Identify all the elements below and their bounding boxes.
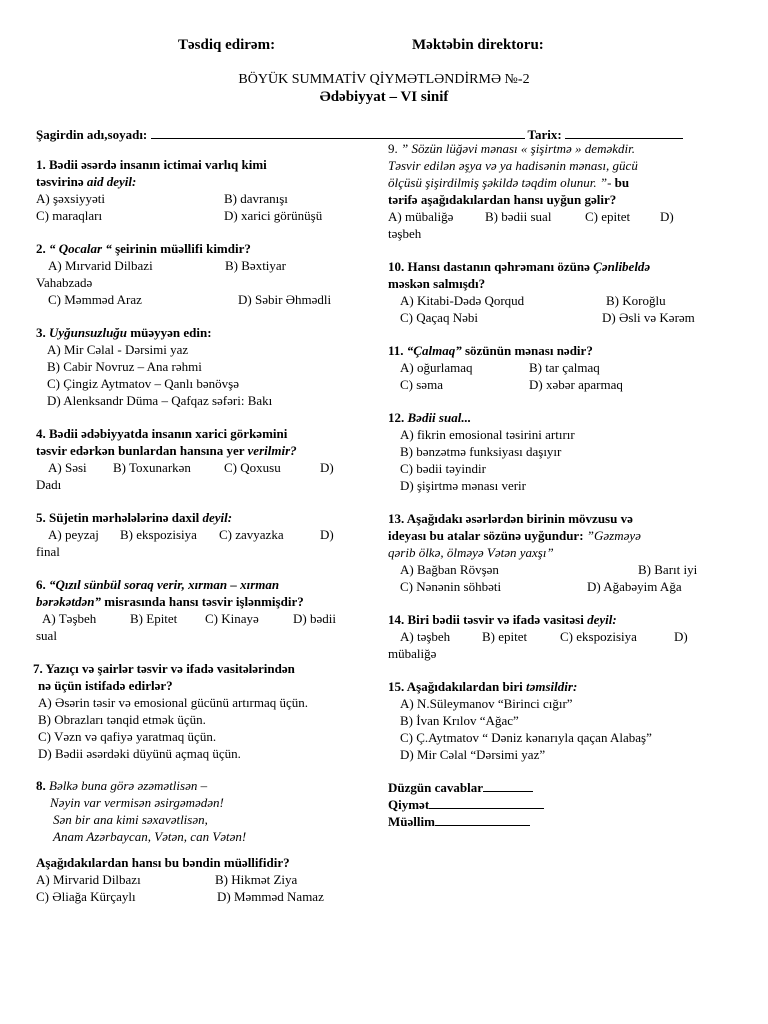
option-c[interactable]: C) Qaçaq Nəbi <box>400 310 478 325</box>
option-a[interactable]: A) təşbeh <box>400 629 451 644</box>
option-d[interactable]: D) <box>320 460 334 475</box>
question-4: 4. Bədii ədəbiyyatda insanın xarici görkəmini təsvir edərkən bunlardan hansına yer verilmir? A) Səsi B) Toxunarkən C) Qoxusu D) Dadı <box>36 425 376 493</box>
option-b[interactable]: B) Toxunarkən <box>113 460 191 475</box>
option-c[interactable]: C) Ç.Aytmatov “ Dəniz kənarıyla qaçan Alabaş” <box>400 730 652 745</box>
option-a[interactable]: A) Səsi <box>48 460 87 475</box>
question-3 <box>36 324 376 409</box>
option-b[interactable]: B) Epitet <box>130 611 178 626</box>
option-d[interactable]: D) Ağabəyim Ağa <box>587 579 682 594</box>
option-a[interactable]: A) Təşbeh <box>42 611 97 626</box>
correct-answers-blank[interactable] <box>483 779 533 792</box>
question-2-stem: 2. “ Qocalar “ şeirinin müəllifi kimdir? <box>36 241 251 256</box>
option-b[interactable]: B) Koroğlu <box>606 293 666 308</box>
question-5 <box>36 509 376 560</box>
option-d[interactable]: D) Məmməd Namaz <box>217 889 324 904</box>
date-blank[interactable] <box>565 126 683 139</box>
student-name-blank[interactable] <box>151 126 525 139</box>
option-c[interactable]: C) Vəzn və qafiyə yaratmaq üçün. <box>38 729 217 744</box>
option-a[interactable]: A) Mirvarid Dilbazı <box>36 872 141 887</box>
option-b[interactable]: B) İvan Krılov “Ağac” <box>400 713 519 728</box>
question-11-stem: 11. “Çalmaq” sözünün mənası nədir? <box>388 343 593 358</box>
option-a[interactable]: A) fikrin emosional təsirini artırır <box>400 427 575 442</box>
option-c[interactable]: C) maraqları <box>36 208 103 223</box>
student-name-label: Şagirdin adı,soyadı: <box>36 127 148 142</box>
question-2 <box>36 240 376 308</box>
option-d[interactable]: D) şişirtmə mənası verir <box>400 478 526 493</box>
question-13-stem: 13. Aşağıdakı əsərlərdən birinin mövzusu və <box>388 511 633 526</box>
option-d-continued: təşbeh <box>388 226 422 241</box>
option-a[interactable]: A) Mir Cəlal - Dərsimi yaz <box>47 342 189 357</box>
question-3-stem: 3. Uyğunsuzluğu müəyyən edin: <box>36 325 212 340</box>
option-a[interactable]: A) Bağban Rövşən <box>400 562 499 577</box>
question-12-stem: 12. Bədii sual... <box>388 410 472 425</box>
director-label: Məktəbin direktoru: <box>412 37 544 53</box>
option-d[interactable]: D) xəbər aparmaq <box>529 377 623 392</box>
date-label: Tarix: <box>527 127 562 142</box>
option-c[interactable]: C) Qoxusu <box>224 460 281 475</box>
option-d-continued: final <box>36 544 60 559</box>
question-7: 7. Yazıçı və şairlər təsvir və ifadə vasitələrindən nə üçün istifadə edirlər? A) Əsərin təsir və emosional gücünü artırmaq üçün. B) Obrazları tənqid etmək üçün. C) Vəzn və qafiyə yaratmaq üçün. D) Bədii əsərdəki düyünü açmaq üçün. <box>33 660 378 762</box>
option-c[interactable]: C) bədii təyindir <box>400 461 486 476</box>
option-b[interactable]: B) Barıt iyi <box>638 562 698 577</box>
document-title: BÖYÜK SUMMATİV QİYMƏTLƏNDİRMƏ №-2 <box>238 72 530 87</box>
question-8: 8. Bəlkə buna görə əzəmətlisən – Nəyin var vermisən əsirgəmədən! Sən bir ana kimi səxavətlisən, Anam Azərbaycan, Vətən, can Vətən! Aşağıdakılardan hansı bu bəndin müəllifidir? A) Mirvarid Dilbazı B) Hikmət Ziya C) Əliağa Kürçaylı D) Məmməd Namaz <box>36 777 376 905</box>
approval-label: Təsdiq edirəm: <box>178 37 276 53</box>
grade-blank[interactable] <box>429 796 544 809</box>
question-1: 1. Bədii əsərdə insanın ictimai varlıq kimi təsvirinə aid deyil: A) şəxsiyyəti B) davranışı C) maraqları D) xarici görünüşü <box>36 156 376 224</box>
option-d[interactable]: D) Alenksandr Düma – Qafqaz səfəri: Bakı <box>47 393 273 408</box>
option-b-continued: Vahabzadə <box>36 275 93 290</box>
option-b[interactable]: B) ekspozisiya <box>120 527 197 542</box>
option-c[interactable]: C) epitet <box>585 209 631 224</box>
question-6: 6. “Qızıl sünbül soraq verir, xırman – xırman bərəkətdən” misrasında hansı təsvir işlənmişdir? A) Təşbeh B) Epitet C) Kinayə D) bədii sual <box>36 576 376 644</box>
option-a[interactable]: A) şəxsiyyəti <box>36 191 105 206</box>
footer-block <box>388 779 718 830</box>
option-c[interactable]: C) Kinayə <box>205 611 259 626</box>
option-b[interactable]: B) Hikmət Ziya <box>215 872 298 887</box>
question-9: 9. ” Sözün lüğəvi mənası « şişirtmə » deməkdir. Təsvir edilən əşya və ya hadisənin mənası, gücü ölçüsü şişirdilmiş şəkildə təqdim olunur. ”- bu tərifə aşağıdakılardan hansı uyğun gəlir? A) mübaliğə B) bədii sual C) epitet D) təşbeh <box>388 140 718 242</box>
option-c[interactable]: C) zavyazka <box>219 527 284 542</box>
option-d-continued: Dadı <box>36 477 62 492</box>
option-a[interactable]: A) Mırvarid Dilbazi <box>48 258 153 273</box>
teacher-label: Müəllim <box>388 814 435 829</box>
question-9-stem: tərifə aşağıdakılardan hansı uyğun gəlir? <box>388 192 617 207</box>
option-b[interactable]: B) Cabir Novruz – Ana rəhmi <box>47 359 202 374</box>
option-a[interactable]: A) oğurlamaq <box>400 360 473 375</box>
question-8-stem: Aşağıdakılardan hansı bu bəndin müəllifidir? <box>36 855 290 870</box>
question-1-stem: 1. Bədii əsərdə insanın ictimai varlıq kimi <box>36 157 267 172</box>
correct-answers-label: Düzgün cavablar <box>388 780 483 795</box>
question-10-stem: 10. Hansı dastanın qəhrəmanı özünə Çənlibeldə <box>388 259 651 274</box>
question-11 <box>388 342 718 393</box>
question-8-poem: 8. Bəlkə buna görə əzəmətlisən – <box>36 778 208 793</box>
option-d[interactable]: D) Əsli və Kərəm <box>602 310 695 325</box>
question-6-stem: 6. “Qızıl sünbül soraq verir, xırman – xırman <box>36 577 280 592</box>
option-c[interactable]: C) Əliağa Kürçaylı <box>36 889 136 904</box>
option-d[interactable]: D) <box>674 629 688 644</box>
option-a[interactable]: A) peyzaj <box>48 527 99 542</box>
question-5-stem: 5. Süjetin mərhələlərinə daxil deyil: <box>36 510 233 525</box>
grade-label: Qiymət <box>388 797 430 812</box>
option-a[interactable]: A) mübaliğə <box>388 209 454 224</box>
question-14-stem: 14. Biri bədii təsvir və ifadə vasitəsi deyil: <box>388 612 617 627</box>
option-d[interactable]: D) xarici görünüşü <box>224 208 323 223</box>
question-10: 10. Hansı dastanın qəhrəmanı özünə Çənlibeldə məskən salmışdı? A) Kitabi-Dədə Qorqud B) Koroğlu C) Qaçaq Nəbi D) Əsli və Kərəm <box>388 258 718 326</box>
option-c[interactable]: C) Nənənin söhbəti <box>400 579 502 594</box>
option-a[interactable]: A) Əsərin təsir və emosional gücünü artırmaq üçün. <box>38 695 309 710</box>
option-a[interactable]: A) N.Süleymanov “Birinci cığır” <box>400 696 573 711</box>
option-b[interactable]: B) Bəxtiyar <box>225 258 287 273</box>
question-14 <box>388 611 718 662</box>
teacher-blank[interactable] <box>435 813 530 826</box>
option-b[interactable]: B) bədii sual <box>485 209 552 224</box>
option-b[interactable]: B) davranışı <box>224 191 288 206</box>
question-4-stem: 4. Bədii ədəbiyyatda insanın xarici görkəmini <box>36 426 288 441</box>
option-d[interactable]: D) Bədii əsərdəki düyünü açmaq üçün. <box>38 746 241 761</box>
option-d[interactable]: D) <box>320 527 334 542</box>
option-b[interactable]: B) epitet <box>482 629 528 644</box>
option-d[interactable]: D) bədii <box>293 611 336 626</box>
question-15-stem: 15. Aşağıdakılardan biri təmsildir: <box>388 679 578 694</box>
option-d[interactable]: D) <box>660 209 674 224</box>
option-a[interactable]: A) Kitabi-Dədə Qorqud <box>400 293 525 308</box>
option-b[interactable]: B) bənzətmə funksiyası daşıyır <box>400 444 562 459</box>
option-c[interactable]: C) ekspozisiya <box>560 629 637 644</box>
option-c[interactable]: C) səma <box>400 377 443 392</box>
option-c[interactable]: C) Çingiz Aytmatov – Qanlı bənövşə <box>47 376 239 391</box>
option-d-continued: mübaliğə <box>388 646 437 661</box>
question-7-stem: 7. Yazıçı və şairlər təsvir və ifadə vasitələrindən <box>33 661 295 676</box>
question-15 <box>388 678 728 763</box>
question-9-quote: 9. ” Sözün lüğəvi mənası « şişirtmə » deməkdir. <box>388 141 635 156</box>
option-d-continued: sual <box>36 628 57 643</box>
option-b[interactable]: B) Obrazları tənqid etmək üçün. <box>38 712 206 727</box>
document-subtitle: Ədəbiyyat – VI sinif <box>319 89 449 105</box>
option-d[interactable]: D) Səbir Əhmədli <box>238 292 332 307</box>
option-d[interactable]: D) Mir Cəlal “Dərsimi yaz” <box>400 747 546 762</box>
question-12 <box>388 409 718 494</box>
question-13: 13. Aşağıdakı əsərlərdən birinin mövzusu və ideyası bu atalar sözünə uyğundur: ”Gəzməyə qərib ölkə, ölməyə Vətən yaxşı” A) Bağban Rövşən B) Barıt iyi C) Nənənin söhbəti D) Ağabəyim Ağa <box>388 510 728 595</box>
option-b[interactable]: B) tar çalmaq <box>529 360 600 375</box>
option-c[interactable]: C) Məmməd Araz <box>48 292 142 307</box>
